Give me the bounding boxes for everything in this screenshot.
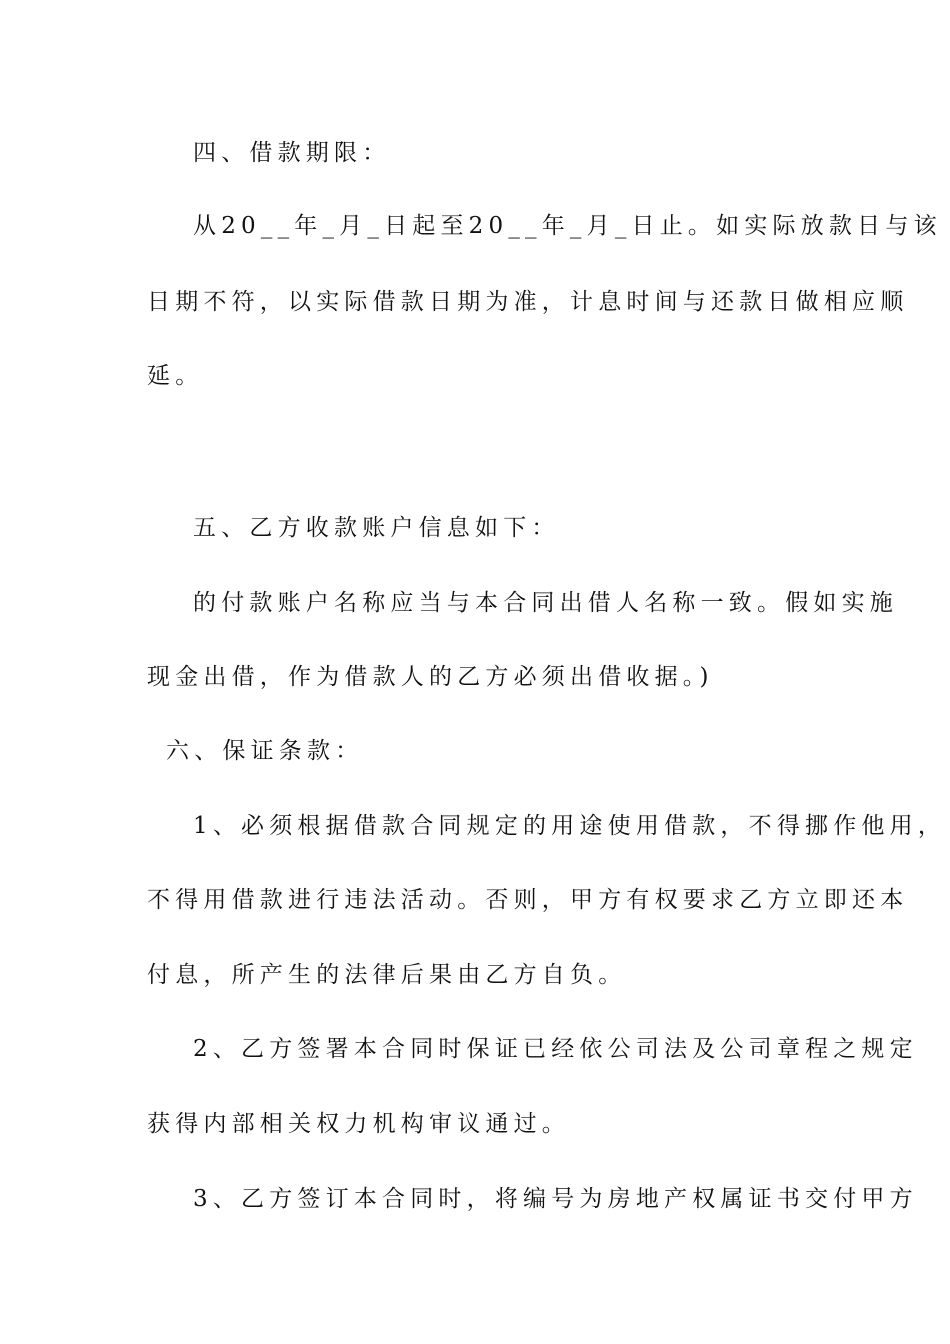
section-heading-loan-term: 四、借款期限： [193,140,391,166]
paragraph-line: 现金出借，作为借款人的乙方必须出借收据。) [147,664,714,690]
section-heading-guarantee: 六、保证条款： [166,738,364,764]
paragraph-line: 日期不符，以实际借款日期为准，计息时间与还款日做相应顺 [147,289,909,315]
clause-line: 2、乙方签署本合同时保证已经依公司法及公司章程之规定 [193,1036,918,1062]
clause-line: 1、必须根据借款合同规定的用途使用借款，不得挪作他用， [193,813,947,839]
paragraph-line: 从20__年_月_日起至20__年_月_日止。如实际放款日与该 [193,213,942,239]
clause-line: 获得内部相关权力机构审议通过。 [147,1111,570,1137]
clause-line: 3、乙方签订本合同时，将编号为房地产权属证书交付甲方 [193,1186,918,1212]
paragraph-line: 的付款账户名称应当与本合同出借人名称一致。假如实施 [193,590,898,616]
clause-line: 付息，所产生的法律后果由乙方自负。 [147,962,627,988]
clause-line: 不得用借款进行违法活动。否则，甲方有权要求乙方立即还本 [147,887,909,913]
paragraph-line: 延。 [147,363,204,389]
section-heading-account-info: 五、乙方收款账户信息如下： [193,515,560,541]
